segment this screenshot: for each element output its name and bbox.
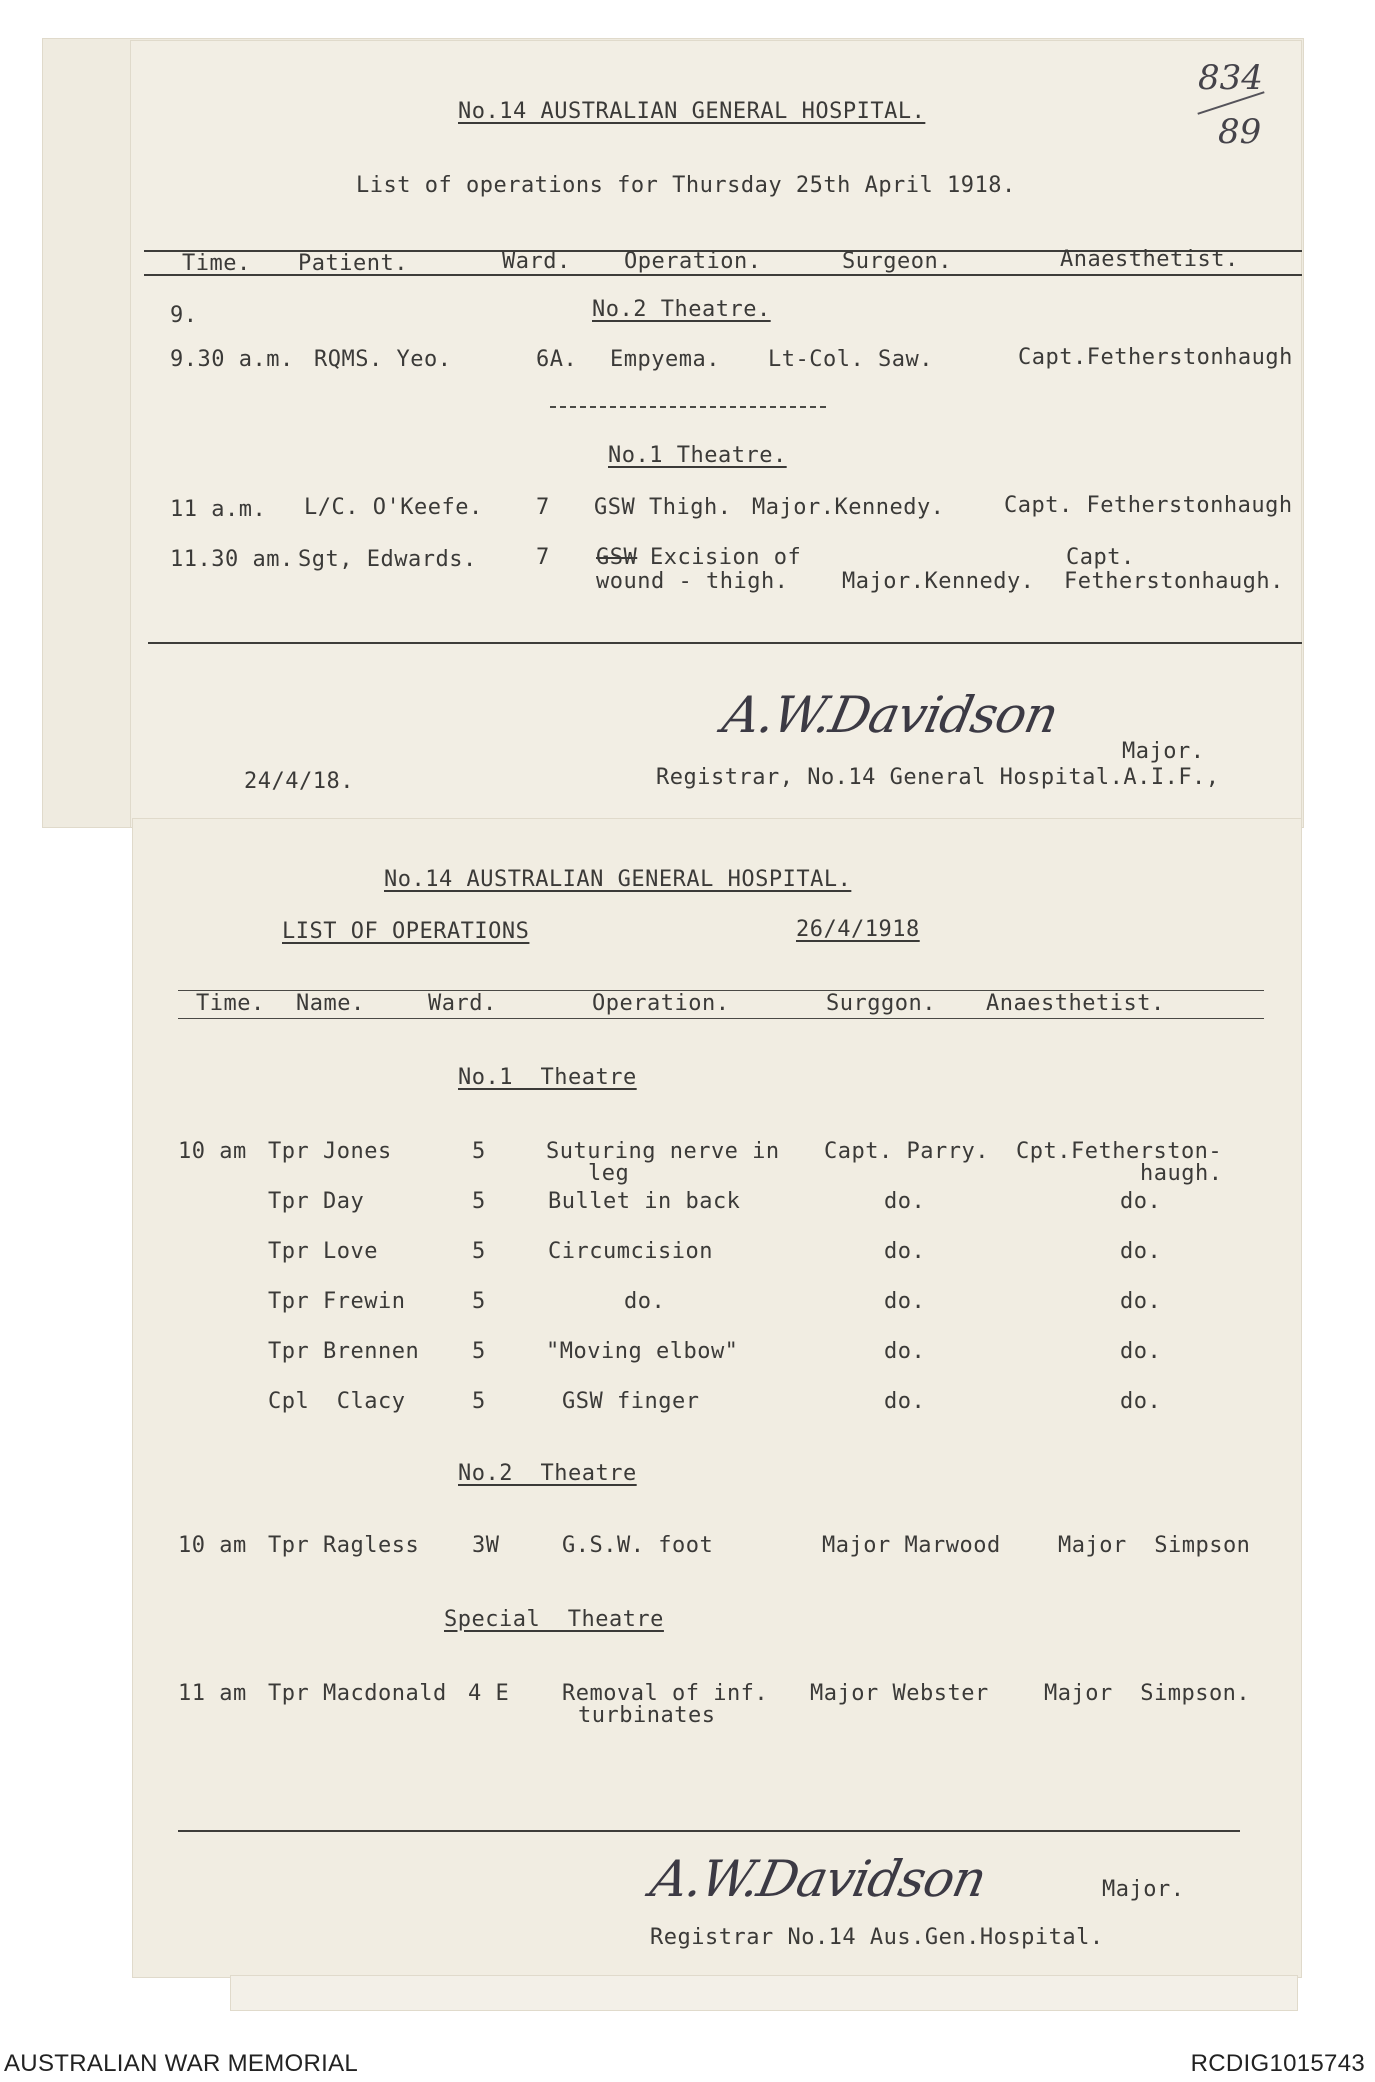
sheet2-t1r1-name: Tpr Jones: [268, 1139, 392, 1164]
sheet2-t1r1-anaesthetist-line2: haugh.: [1140, 1161, 1223, 1186]
sheet2-t1r3-operation: Circumcision: [548, 1239, 713, 1264]
sheet1-t1r2-surgeon: Major.Kennedy.: [842, 569, 1035, 594]
sheet2-t1r6-surgeon: do.: [884, 1389, 926, 1414]
sheet2-registrar: Registrar No.14 Aus.Gen.Hospital.: [650, 1925, 1104, 1950]
sheet2-theatre2-title: No.2 Theatre: [458, 1461, 637, 1486]
sheet1-t2-time: 9.30 a.m.: [170, 347, 294, 372]
margin-note-bottom: 89: [1218, 112, 1262, 152]
sheet1-header-patient: Patient.: [298, 251, 408, 276]
sheet2-t1r6-name: Cpl Clacy: [268, 1389, 406, 1414]
sheet1-t1r2-anaesthetist-line1: Capt.: [1066, 545, 1135, 570]
sheet2-special-title: Special Theatre: [444, 1607, 664, 1632]
sheet2-t1r4-anaesthetist: do.: [1120, 1289, 1162, 1314]
sheet2-t1r1-time: 10 am: [178, 1139, 247, 1164]
sheet1-t1r2-operation-prefix: GSW: [596, 545, 638, 570]
sheet2-header-operation: Operation.: [592, 991, 730, 1016]
sheet2-t1r2-anaesthetist: do.: [1120, 1189, 1162, 1214]
sheet2-t1r1-ward: 5: [472, 1139, 486, 1164]
margin-note-top: 834: [1198, 58, 1263, 98]
sheet1-theatre1-title: No.1 Theatre.: [608, 443, 787, 468]
sheet2-t1r4-ward: 5: [472, 1289, 486, 1314]
sheet1-footer-rule: [148, 642, 1302, 644]
sheet1-t1r2-operation-line1: Excision of: [650, 545, 802, 570]
sheet2-t1r3-anaesthetist: do.: [1120, 1239, 1162, 1264]
sheet2-header-surgeon: Surggon.: [826, 991, 936, 1016]
sheet2-t1r3-ward: 5: [472, 1239, 486, 1264]
sheet2-t2-name: Tpr Ragless: [268, 1533, 420, 1558]
paper-sheet-first: [130, 40, 1302, 828]
sheet1-t2-patient: RQMS. Yeo.: [314, 347, 452, 372]
sheet1-t2-operation: Empyema.: [610, 347, 720, 372]
sheet1-header-rule-bottom: [144, 274, 1302, 276]
sheet2-header-anaesthetist: Anaesthetist.: [986, 991, 1165, 1016]
sheet2-list-title: LIST OF OPERATIONS: [282, 919, 530, 944]
sheet1-t1r2-anaesthetist-line2: Fetherstonhaugh.: [1064, 569, 1284, 594]
sheet1-header-ward: Ward.: [502, 249, 571, 274]
sheet1-t2-surgeon: Lt-Col. Saw.: [768, 347, 933, 372]
sheet1-section-divider: [550, 406, 826, 408]
sheet2-t1r4-name: Tpr Frewin: [268, 1289, 406, 1314]
sheet2-t1r1-operation-line2: leg: [588, 1161, 630, 1186]
sheet1-header-time: Time.: [182, 251, 251, 276]
sheet2-t1r6-ward: 5: [472, 1389, 486, 1414]
sheet2-t1r6-anaesthetist: do.: [1120, 1389, 1162, 1414]
sheet2-sp-surgeon: Major Webster: [810, 1681, 989, 1706]
sheet2-t1r1-anaesthetist-line1: Cpt.Fetherston-: [1016, 1139, 1223, 1164]
archive-right-caption: RCDIG1015743: [1190, 2050, 1365, 2077]
sheet1-t1r1-operation: GSW Thigh.: [594, 495, 732, 520]
sheet1-date: 24/4/18.: [244, 769, 354, 794]
sheet2-footer-rule: [178, 1830, 1240, 1832]
sheet1-t1r1-ward: 7: [536, 495, 550, 520]
sheet1-registrar: Registrar, No.14 General Hospital.A.I.F.,: [656, 765, 1220, 790]
sheet1-start-time: 9.: [170, 303, 198, 328]
sheet2-sp-time: 11 am: [178, 1681, 247, 1706]
sheet2-sp-ward: 4 E: [468, 1681, 510, 1706]
sheet2-sp-name: Tpr Macdonald: [268, 1681, 447, 1706]
sheet1-theatre2-title: No.2 Theatre.: [592, 297, 771, 322]
sheet2-t1r3-surgeon: do.: [884, 1239, 926, 1264]
sheet2-title: No.14 AUSTRALIAN GENERAL HOSPITAL.: [384, 867, 852, 892]
sheet2-t1r2-operation: Bullet in back: [548, 1189, 741, 1214]
sheet1-t1r1-time: 11 a.m.: [170, 497, 267, 522]
sheet1-t1r2-ward: 7: [536, 545, 550, 570]
sheet1-header-operation: Operation.: [624, 249, 762, 274]
sheet2-t2-time: 10 am: [178, 1533, 247, 1558]
sheet2-t2-ward: 3W: [472, 1533, 500, 1558]
sheet1-t2-ward: 6A.: [536, 347, 578, 372]
sheet2-sp-anaesthetist: Major Simpson.: [1044, 1681, 1251, 1706]
sheet1-t2-anaesthetist: Capt.Fetherstonhaugh: [1018, 346, 1293, 370]
archive-left-caption: AUSTRALIAN WAR MEMORIAL: [4, 2050, 359, 2077]
sheet1-subtitle: List of operations for Thursday 25th April 1918.: [356, 173, 1016, 198]
sheet2-t1r5-ward: 5: [472, 1339, 486, 1364]
sheet2-date: 26/4/1918: [796, 917, 920, 942]
sheet1-header-surgeon: Surgeon.: [842, 249, 952, 274]
sheet2-signature: A.W.Davidson: [645, 1850, 991, 1908]
sheet2-t1r4-surgeon: do.: [884, 1289, 926, 1314]
sheet2-header-time: Time.: [196, 991, 265, 1016]
sheet1-signature: A.W.Davidson: [717, 686, 1063, 744]
sheet2-t1r2-surgeon: do.: [884, 1189, 926, 1214]
sheet2-rank: Major.: [1102, 1877, 1185, 1902]
sheet1-t1r1-surgeon: Major.Kennedy.: [752, 495, 945, 520]
sheet1-rank: Major.: [1122, 739, 1205, 764]
sheet2-t2-surgeon: Major Marwood: [822, 1533, 1001, 1558]
sheet2-sp-operation-line2: turbinates: [578, 1703, 716, 1728]
sheet1-t1r2-time: 11.30 am.: [170, 547, 294, 572]
sheet1-t1r1-anaesthetist: Capt. Fetherstonhaugh: [1004, 494, 1293, 518]
sheet2-t1r2-name: Tpr Day: [268, 1189, 365, 1214]
sheet2-t1r4-operation: do.: [624, 1289, 666, 1314]
sheet2-t1r5-anaesthetist: do.: [1120, 1339, 1162, 1364]
sheet1-title: No.14 AUSTRALIAN GENERAL HOSPITAL.: [458, 99, 926, 124]
sheet2-t1r5-name: Tpr Brennen: [268, 1339, 420, 1364]
sheet2-t1r5-operation: "Moving elbow": [546, 1339, 739, 1364]
sheet2-header-rule-bottom: [178, 1018, 1264, 1019]
sheet2-t1r5-surgeon: do.: [884, 1339, 926, 1364]
sheet1-t1r2-patient: Sgt, Edwards.: [298, 547, 477, 572]
sheet2-t2-anaesthetist: Major Simpson: [1058, 1533, 1251, 1558]
sheet2-t1r1-surgeon: Capt. Parry.: [824, 1139, 989, 1164]
sheet2-t1r3-name: Tpr Love: [268, 1239, 378, 1264]
sheet2-t1r6-operation: GSW finger: [562, 1389, 700, 1414]
sheet2-header-ward: Ward.: [428, 991, 497, 1016]
sheet2-header-name: Name.: [296, 991, 365, 1016]
sheet1-t1r1-patient: L/C. O'Keefe.: [304, 495, 483, 520]
sheet2-t2-operation: G.S.W. foot: [562, 1533, 714, 1558]
paper-sheet-tail: [230, 1975, 1298, 2011]
sheet2-theatre1-title: No.1 Theatre: [458, 1065, 637, 1090]
sheet2-sp-operation-line1: Removal of inf.: [562, 1681, 769, 1706]
sheet2-t1r1-operation-line1: Suturing nerve in: [546, 1139, 780, 1164]
sheet1-t1r2-operation-line2: wound - thigh.: [596, 569, 789, 594]
sheet2-t1r2-ward: 5: [472, 1189, 486, 1214]
sheet1-header-anaesthetist: Anaesthetist.: [1060, 247, 1239, 272]
